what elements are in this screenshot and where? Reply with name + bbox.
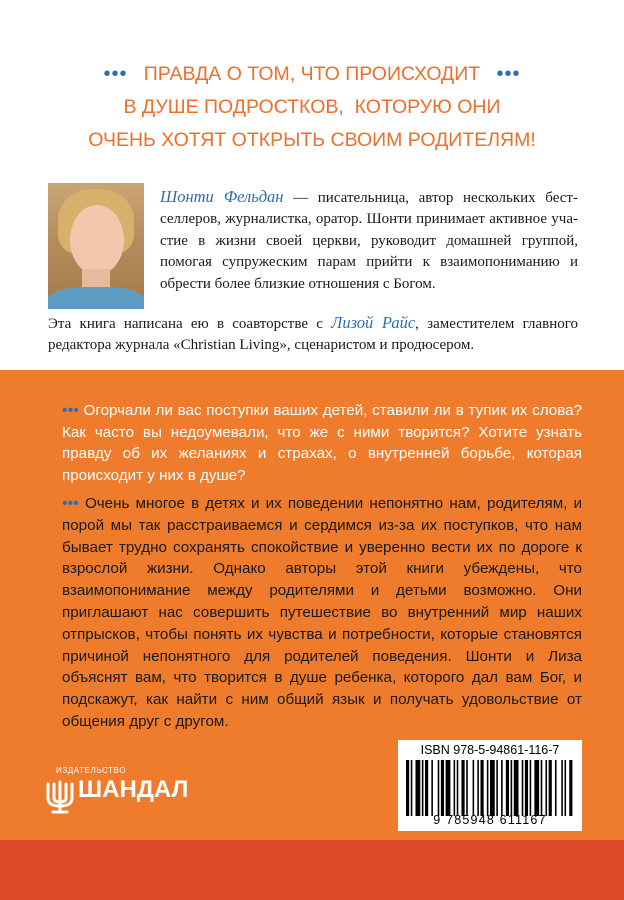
barcode-bar xyxy=(525,760,528,816)
barcode-bar xyxy=(506,760,509,816)
coauthor-after: , заместителем главного редактора журнала «Christian Living», сценаристом и продюсером. xyxy=(48,316,578,354)
barcode-bar xyxy=(441,760,444,816)
photo-face xyxy=(70,205,124,275)
headline-line-2 xyxy=(0,91,624,124)
bullet-dots: ••• xyxy=(103,63,128,85)
isbn-text: ISBN 978-5-94861-116-7 xyxy=(420,743,560,757)
blurb-paragraph-1 xyxy=(62,400,582,486)
barcode-bar xyxy=(411,760,413,816)
barcode-bar xyxy=(522,760,524,816)
barcode-bar xyxy=(564,760,566,816)
coauthor-name: Лизой Райс xyxy=(331,313,416,332)
barcode-bar xyxy=(511,760,513,816)
barcode-bar xyxy=(446,760,451,816)
barcode-bar xyxy=(569,760,572,816)
coauthor-before: Эта книга написана ею в соавторстве с xyxy=(48,316,332,332)
barcode-bar xyxy=(438,760,440,816)
barcode-bar xyxy=(501,760,503,816)
barcode-bar xyxy=(425,760,428,816)
author-bio xyxy=(160,186,578,295)
barcode-bar xyxy=(561,760,563,816)
coauthor-text xyxy=(48,312,578,357)
barcode-bar xyxy=(457,760,459,816)
publisher-logo xyxy=(36,752,189,822)
bullet-dots: ••• xyxy=(62,495,79,512)
barcode-bar xyxy=(545,760,547,816)
blurb-2-text: Очень многое в детях и их поведении непонятно нам, родителям, и порой мы так расстраиваемся и сердимся из-за их поступков, что нам бывает трудно сохранять спокойствие и уверенно вести их по дороге к взрослой жизни. Однако авторы этой книги убеждены, что взаимопонимание между родителями и детьми возможно. Они приглашают нас совершить путешествие во внутренний мир наших отпрысков, чтобы понять их чувства и потребности, которые становятся причиной непонятного для родителей поведения. Шонти и Лиза объяснят вам, что творится в душе ребенка, которого дал вам Бог, и подскажут, как найти с ним общий язык и получать удовольствие от общения друг с другом. xyxy=(62,495,582,730)
barcode-digits: 9 785948 611167 xyxy=(433,813,547,827)
headline xyxy=(0,58,624,157)
barcode-bar xyxy=(466,760,468,816)
headline-text-2b: КОТОРУЮ ОНИ xyxy=(354,96,501,118)
barcode-bar xyxy=(461,760,464,816)
barcode-bar xyxy=(490,760,495,816)
barcode-bar xyxy=(454,760,456,816)
barcode-bar xyxy=(480,760,483,816)
headline-line-3 xyxy=(0,124,624,157)
barcode-bar xyxy=(541,760,543,816)
author-bio-text: — писательница, автор нескольких бестселлеров, журналистка, оратор. Шонти принимает активное участие в жизни своей церкви, руководит домашней группой, помогая супружеским парам прийти к взаимопониманию и обрести более близкие отношения с Богом. xyxy=(160,190,578,292)
barcode-bar xyxy=(514,760,519,816)
bullet-dots: ••• xyxy=(496,63,521,85)
photo-shirt xyxy=(48,287,144,309)
barcode-bar xyxy=(473,760,475,816)
barcode-bar xyxy=(487,760,489,816)
menorah-icon xyxy=(42,778,78,814)
headline-line-1 xyxy=(0,58,624,91)
barcode-bar xyxy=(477,760,479,816)
barcode-bar xyxy=(496,760,498,816)
red-bottom-band xyxy=(0,840,624,900)
barcode-bar xyxy=(422,760,424,816)
barcode-bar xyxy=(549,760,552,816)
barcode-bar xyxy=(534,760,539,816)
publisher-name: ШАНДАЛ xyxy=(78,776,189,803)
headline-text-1: ПРАВДА О ТОМ, ЧТО ПРОИСХОДИТ xyxy=(143,63,481,85)
headline-text-3: ОЧЕНЬ ХОТЯТ ОТКРЫТЬ СВОИМ РОДИТЕЛЯМ! xyxy=(88,129,536,151)
author-photo xyxy=(48,183,144,309)
bullet-dots: ••• xyxy=(62,402,79,419)
barcode-bar xyxy=(530,760,532,816)
publisher-label: ИЗДАТЕЛЬСТВО xyxy=(56,766,127,775)
headline-text-2a: В ДУШЕ ПОДРОСТКОВ, xyxy=(123,96,344,118)
barcode-box xyxy=(398,740,582,831)
blurb-paragraph-2 xyxy=(62,493,582,733)
blurb-1-text: Огорчали ли вас поступки ваших детей, ставили ли в тупик их слова? Как часто вы недоумевали, что же с ними творится? Хотите узнать правду об их желаниях и страхах, о внутренней борьбе, которая происходит у них в душе? xyxy=(62,402,582,484)
barcode-bar xyxy=(555,760,557,816)
barcode-bar xyxy=(431,760,433,816)
barcode-bars xyxy=(406,760,574,816)
author-name: Шонти Фельдан xyxy=(160,187,284,206)
barcode-bar xyxy=(416,760,421,816)
barcode-bar xyxy=(406,760,409,816)
